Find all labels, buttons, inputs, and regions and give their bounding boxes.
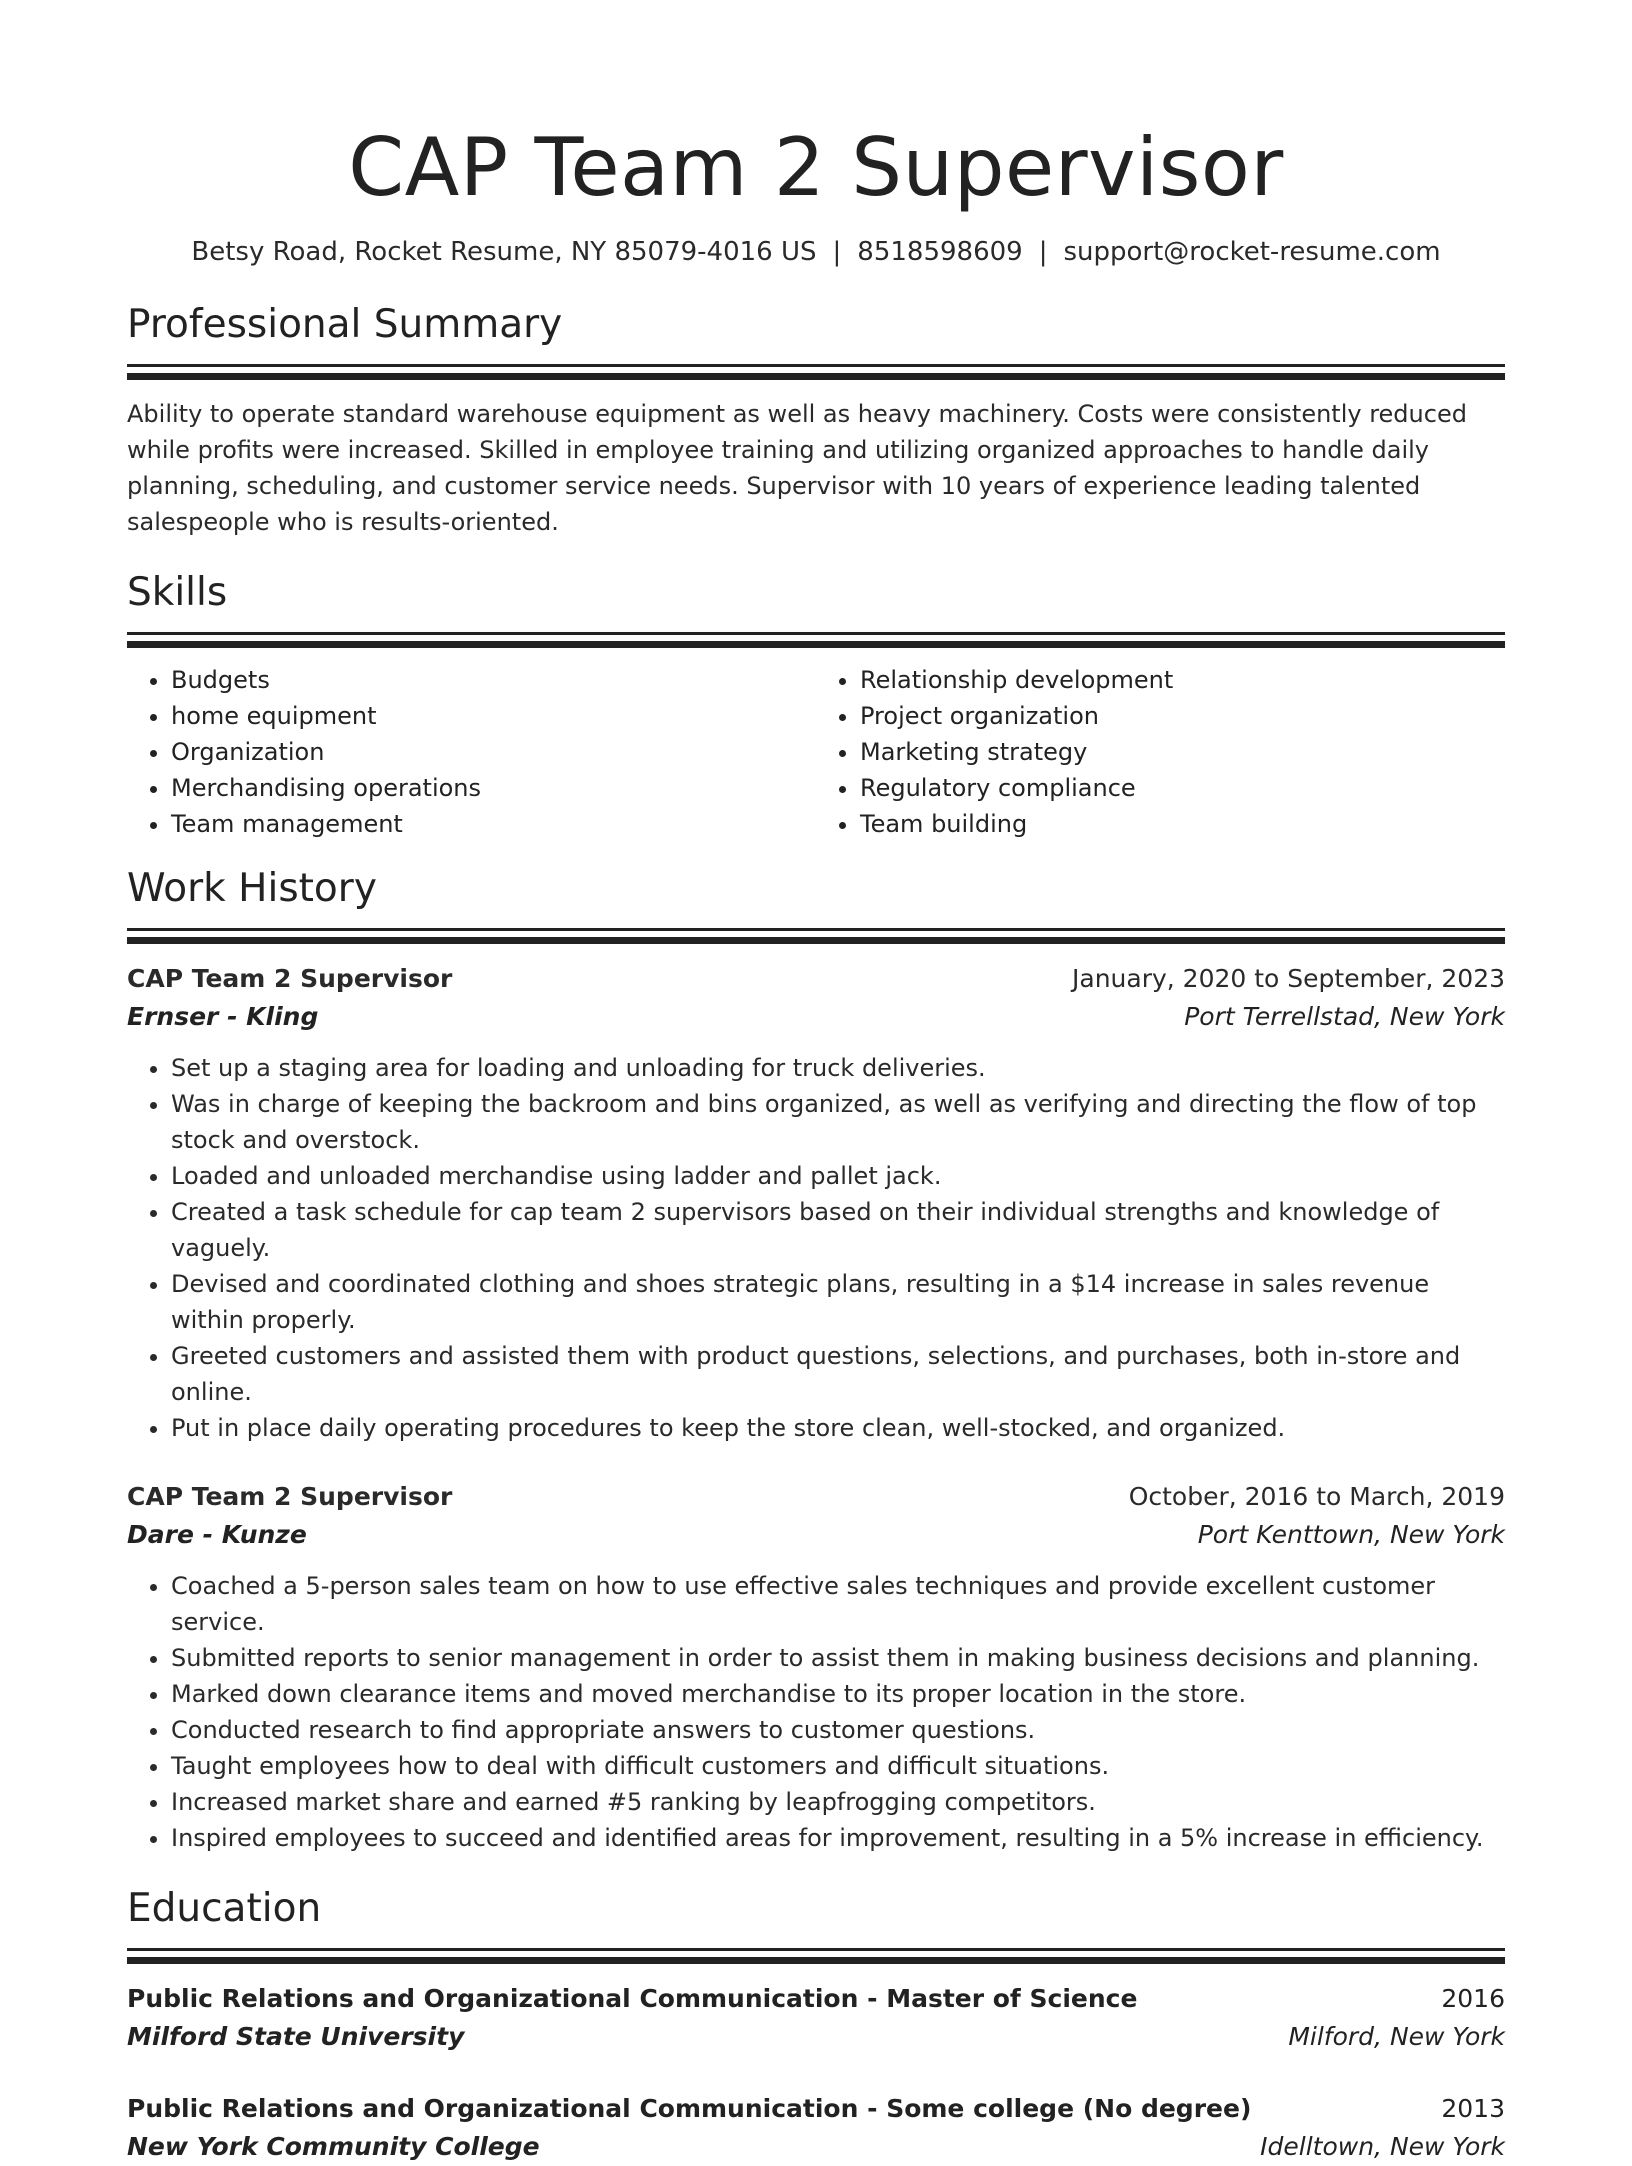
job-bullet: • Conducted research to find appropriate answers to customer questions. [171,1712,1505,1748]
education-entry [127,1980,1505,2056]
job-bullet: • Put in place daily operating procedures to keep the store clean, well-stocked, and organized. [171,1410,1505,1446]
resume-header [127,0,1505,270]
section-title-skills: Skills [127,570,228,615]
job-title: CAP Team 2 Supervisor [127,1482,453,1511]
job-entry [127,960,1505,1446]
skill-item: • home equipment [171,698,816,734]
summary-text: Ability to operate standard warehouse equipment as well as heavy machinery. Costs were consistently reduced while profits were increased. Skilled in employee training and utilizing organized approaches to handle daily planning, scheduling, and customer service needs. Supervisor with 10 years of experience leading talented salespeople who is results-oriented. [127,400,1467,536]
skill-item: • Merchandising operations [171,770,816,806]
job-location: Port Terrellstad, New York [1184,1002,1505,1031]
section-rule [127,928,1505,931]
job-bullet: • Created a task schedule for cap team 2 supervisors based on their individual strengths and knowledge of vaguely. [171,1194,1505,1266]
job-bullets [127,1050,1505,1446]
job-company: Ernser - Kling [127,1002,319,1031]
skills-column-right [816,662,1505,842]
job-bullet: • Taught employees how to deal with difficult customers and difficult situations. [171,1748,1505,1784]
skills-column-left [127,662,816,842]
skill-item: • Team management [171,806,816,842]
education-section [127,1884,1505,2166]
job-bullet: • Devised and coordinated clothing and shoes strategic plans, resulting in a $14 increase in sales revenue within properly. [171,1266,1505,1338]
job-dates: October, 2016 to March, 2019 [1128,1482,1505,1511]
section-title-summary: Professional Summary [127,302,563,347]
skill-item: • Organization [171,734,816,770]
skill-item: • Marketing strategy [860,734,1505,770]
education-location: Milford, New York [1288,2022,1505,2051]
job-dates: January, 2020 to September, 2023 [1072,964,1505,993]
job-bullet: • Set up a staging area for loading and unloading for truck deliveries. [171,1050,1505,1086]
job-bullet: • Increased market share and earned #5 ranking by leapfrogging competitors. [171,1784,1505,1820]
education-location: Idelltown, New York [1260,2132,1505,2161]
job-bullet: • Loaded and unloaded merchandise using ladder and pallet jack. [171,1158,1505,1194]
summary-section [127,300,1505,540]
job-bullet: • Coached a 5-person sales team on how to use effective sales techniques and provide excellent customer service. [171,1568,1505,1640]
contact-separator: | [832,237,842,267]
section-title-work-history: Work History [127,866,377,911]
contact-address: Betsy Road, Rocket Resume, NY 85079-4016 US [191,237,817,267]
contact-line [127,234,1505,270]
section-rule-thick [127,937,1505,944]
education-degree: Public Relations and Organizational Communication - Master of Science [127,1984,1138,2013]
section-title-education: Education [127,1886,322,1931]
contact-email: support@rocket-resume.com [1063,237,1441,267]
section-rule [127,1948,1505,1951]
education-year: 2016 [1441,1984,1505,2013]
section-rule [127,632,1505,635]
contact-separator: | [1038,237,1048,267]
education-school: New York Community College [127,2132,540,2161]
contact-phone: 8518598609 [857,237,1023,267]
section-rule-thick [127,373,1505,380]
education-year: 2013 [1441,2094,1505,2123]
job-bullet: • Submitted reports to senior management in order to assist them in making business decisions and planning. [171,1640,1505,1676]
section-rule-thick [127,641,1505,648]
skill-item: • Regulatory compliance [860,770,1505,806]
job-bullet: • Was in charge of keeping the backroom and bins organized, as well as verifying and directing the flow of top stock and overstock. [171,1086,1505,1158]
job-entry [127,1478,1505,1856]
education-entry [127,2090,1505,2166]
education-degree: Public Relations and Organizational Communication - Some college (No degree) [127,2094,1252,2123]
skill-item: • Project organization [860,698,1505,734]
job-title: CAP Team 2 Supervisor [127,964,453,993]
job-bullet: • Inspired employees to succeed and identified areas for improvement, resulting in a 5% increase in efficiency. [171,1820,1505,1856]
section-rule-thick [127,1957,1505,1964]
work-history-section [127,864,1505,1856]
section-rule [127,364,1505,367]
skill-item: • Relationship development [860,662,1505,698]
candidate-name: CAP Team 2 Supervisor [348,121,1284,214]
skill-item: • Budgets [171,662,816,698]
job-bullet: • Marked down clearance items and moved merchandise to its proper location in the store. [171,1676,1505,1712]
job-location: Port Kenttown, New York [1197,1520,1505,1549]
education-school: Milford State University [127,2022,465,2051]
job-bullets [127,1568,1505,1856]
skill-item: • Team building [860,806,1505,842]
skills-columns [127,662,1505,842]
job-bullet: • Greeted customers and assisted them with product questions, selections, and purchases, both in-store and online. [171,1338,1505,1410]
skills-section [127,568,1505,842]
job-company: Dare - Kunze [127,1520,307,1549]
